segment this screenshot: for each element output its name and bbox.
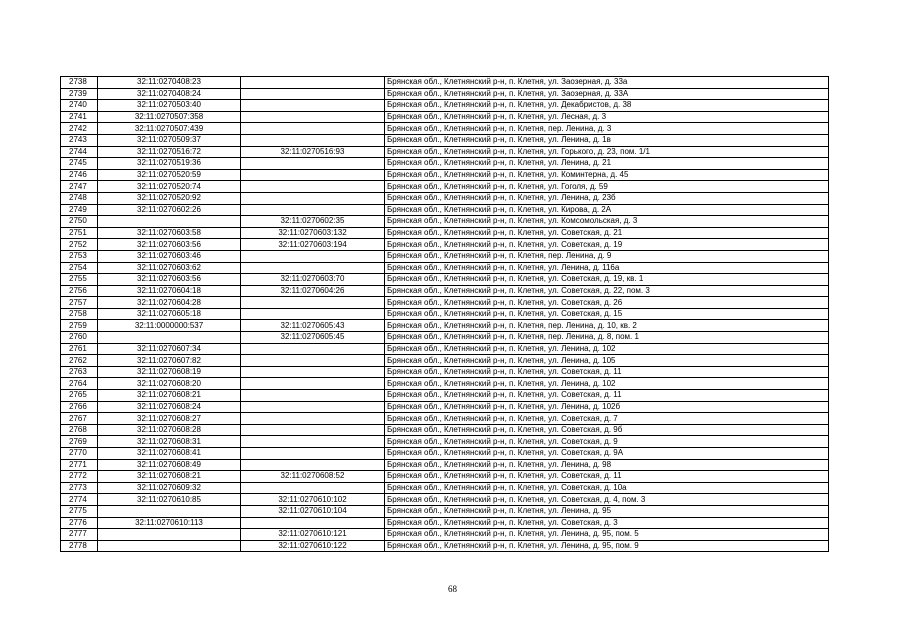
address-cell: Брянская обл., Клетнянский р-н, п. Клетня, ул. Советская, д. 15 [385,308,829,320]
address-cell: Брянская обл., Клетнянский р-н, п. Клетня, ул. Горького, д. 23, пом. 1/1 [385,146,829,158]
cadastral-number-cell: 32:11:0270604:28 [98,297,241,309]
table-row [61,529,829,541]
related-cadastral-number-cell: 32:11:0270610:122 [241,540,385,552]
table-row [61,88,829,100]
row-number-cell: 2776 [61,517,98,529]
cadastral-number-cell: 32:11:0270603:56 [98,239,241,251]
related-cadastral-number-cell [241,308,385,320]
address-cell: Брянская обл., Клетнянский р-н, п. Клетня, ул. Ленина, д. 95 [385,505,829,517]
row-number-cell: 2767 [61,413,98,425]
table-row [61,181,829,193]
related-cadastral-number-cell [241,424,385,436]
related-cadastral-number-cell [241,459,385,471]
cadastral-number-cell: 32:11:0270610:113 [98,517,241,529]
address-cell: Брянская обл., Клетнянский р-н, п. Клетня, ул. Комсомольская, д. 3 [385,216,829,228]
row-number-cell: 2750 [61,216,98,228]
cadastral-number-cell: 32:11:0270602:26 [98,204,241,216]
table-row [61,158,829,170]
related-cadastral-number-cell: 32:11:0270602:35 [241,216,385,228]
cadastral-number-cell: 32:11:0270608:21 [98,390,241,402]
row-number-cell: 2772 [61,471,98,483]
address-cell: Брянская обл., Клетнянский р-н, п. Клетня, ул. Лесная, д. 3 [385,111,829,123]
related-cadastral-number-cell [241,250,385,262]
address-cell: Брянская обл., Клетнянский р-н, п. Клетня, ул. Ленина, д. 95, пом. 9 [385,540,829,552]
related-cadastral-number-cell [241,111,385,123]
row-number-cell: 2753 [61,250,98,262]
address-cell: Брянская обл., Клетнянский р-н, п. Клетня, ул. Ленина, д. 23б [385,192,829,204]
address-cell: Брянская обл., Клетнянский р-н, п. Клетня, ул. Советская, д. 11 [385,390,829,402]
related-cadastral-number-cell [241,123,385,135]
row-number-cell: 2777 [61,529,98,541]
row-number-cell: 2761 [61,343,98,355]
table-row [61,239,829,251]
row-number-cell: 2764 [61,378,98,390]
address-cell: Брянская обл., Клетнянский р-н, п. Клетня, ул. Советская, д. 26 [385,297,829,309]
cadastral-number-cell: 32:11:0270603:56 [98,274,241,286]
related-cadastral-number-cell: 32:11:0270603:70 [241,274,385,286]
related-cadastral-number-cell [241,448,385,460]
table-row [61,262,829,274]
cadastral-number-cell: 32:11:0270608:24 [98,401,241,413]
table-row [61,216,829,228]
address-cell: Брянская обл., Клетнянский р-н, п. Клетня, ул. Гоголя, д. 59 [385,181,829,193]
table-row [61,494,829,506]
address-cell: Брянская обл., Клетнянский р-н, п. Клетня, ул. Советская, д. 4, пом. 3 [385,494,829,506]
related-cadastral-number-cell [241,204,385,216]
row-number-cell: 2762 [61,355,98,367]
cadastral-number-cell: 32:11:0270507:358 [98,111,241,123]
address-cell: Брянская обл., Клетнянский р-н, п. Клетня, пер. Ленина, д. 9 [385,250,829,262]
address-cell: Брянская обл., Клетнянский р-н, п. Клетня, ул. Ленина, д. 116а [385,262,829,274]
related-cadastral-number-cell [241,355,385,367]
table-row [61,77,829,89]
row-number-cell: 2757 [61,297,98,309]
related-cadastral-number-cell [241,343,385,355]
table-row [61,100,829,112]
address-cell: Брянская обл., Клетнянский р-н, п. Клетня, ул. Ленина, д. 102б [385,401,829,413]
related-cadastral-number-cell [241,297,385,309]
row-number-cell: 2747 [61,181,98,193]
table-row [61,424,829,436]
table-row [61,134,829,146]
table-row [61,482,829,494]
table-row [61,332,829,344]
address-cell: Брянская обл., Клетнянский р-н, п. Клетня, пер. Ленина, д. 3 [385,123,829,135]
table-row [61,204,829,216]
related-cadastral-number-cell [241,158,385,170]
related-cadastral-number-cell [241,169,385,181]
table-row [61,111,829,123]
row-number-cell: 2766 [61,401,98,413]
cadastral-table [60,76,829,552]
table-row [61,401,829,413]
cadastral-number-cell: 32:11:0270503:40 [98,100,241,112]
row-number-cell: 2749 [61,204,98,216]
cadastral-number-cell: 32:11:0270408:24 [98,88,241,100]
row-number-cell: 2765 [61,390,98,402]
address-cell: Брянская обл., Клетнянский р-н, п. Клетня, ул. Ленина, д. 1в [385,134,829,146]
related-cadastral-number-cell: 32:11:0270605:43 [241,320,385,332]
row-number-cell: 2758 [61,308,98,320]
related-cadastral-number-cell [241,262,385,274]
row-number-cell: 2773 [61,482,98,494]
table-row [61,390,829,402]
related-cadastral-number-cell: 32:11:0270610:102 [241,494,385,506]
table-row [61,413,829,425]
related-cadastral-number-cell [241,134,385,146]
related-cadastral-number-cell [241,181,385,193]
cadastral-number-cell: 32:11:0000000:537 [98,320,241,332]
address-cell: Брянская обл., Клетнянский р-н, п. Клетня, ул. Ленина, д. 21 [385,158,829,170]
cadastral-number-cell: 32:11:0270608:27 [98,413,241,425]
related-cadastral-number-cell [241,401,385,413]
cadastral-number-cell: 32:11:0270520:74 [98,181,241,193]
address-cell: Брянская обл., Клетнянский р-н, п. Клетня, пер. Ленина, д. 10, кв. 2 [385,320,829,332]
cadastral-number-cell: 32:11:0270607:82 [98,355,241,367]
related-cadastral-number-cell: 32:11:0270610:104 [241,505,385,517]
cadastral-number-cell: 32:11:0270608:20 [98,378,241,390]
cadastral-number-cell: 32:11:0270509:37 [98,134,241,146]
row-number-cell: 2756 [61,285,98,297]
cadastral-number-cell [98,540,241,552]
address-cell: Брянская обл., Клетнянский р-н, п. Клетня, ул. Ленина, д. 98 [385,459,829,471]
address-cell: Брянская обл., Клетнянский р-н, п. Клетня, ул. Советская, д. 9б [385,424,829,436]
address-cell: Брянская обл., Клетнянский р-н, п. Клетня, ул. Советская, д. 7 [385,413,829,425]
table-row [61,285,829,297]
cadastral-number-cell: 32:11:0270408:23 [98,77,241,89]
address-cell: Брянская обл., Клетнянский р-н, п. Клетня, ул. Ленина, д. 105 [385,355,829,367]
table-row [61,459,829,471]
row-number-cell: 2743 [61,134,98,146]
row-number-cell: 2775 [61,505,98,517]
address-cell: Брянская обл., Клетнянский р-н, п. Клетня, ул. Советская, д. 19, кв. 1 [385,274,829,286]
related-cadastral-number-cell: 32:11:0270610:121 [241,529,385,541]
address-cell: Брянская обл., Клетнянский р-н, п. Клетня, ул. Заозерная, д. 33а [385,77,829,89]
address-cell: Брянская обл., Клетнянский р-н, п. Клетня, ул. Советская, д. 21 [385,227,829,239]
related-cadastral-number-cell [241,378,385,390]
table-row [61,343,829,355]
table-row [61,436,829,448]
table-row [61,540,829,552]
table-row [61,366,829,378]
cadastral-number-cell: 32:11:0270603:58 [98,227,241,239]
row-number-cell: 2751 [61,227,98,239]
cadastral-number-cell: 32:11:0270607:34 [98,343,241,355]
cadastral-number-cell [98,529,241,541]
cadastral-number-cell: 32:11:0270608:21 [98,471,241,483]
page-number: 68 [448,584,457,594]
cadastral-number-cell: 32:11:0270519:36 [98,158,241,170]
table-row [61,227,829,239]
table-row [61,123,829,135]
related-cadastral-number-cell [241,413,385,425]
row-number-cell: 2739 [61,88,98,100]
row-number-cell: 2740 [61,100,98,112]
row-number-cell: 2744 [61,146,98,158]
row-number-cell: 2742 [61,123,98,135]
related-cadastral-number-cell: 32:11:0270516:93 [241,146,385,158]
address-cell: Брянская обл., Клетнянский р-н, п. Клетня, ул. Советская, д. 22, пом. 3 [385,285,829,297]
address-cell: Брянская обл., Клетнянский р-н, п. Клетня, ул. Кирова, д. 2А [385,204,829,216]
cadastral-number-cell: 32:11:0270507:439 [98,123,241,135]
row-number-cell: 2763 [61,366,98,378]
cadastral-number-cell: 32:11:0270610:85 [98,494,241,506]
address-cell: Брянская обл., Клетнянский р-н, п. Клетня, ул. Заозерная, д. 33А [385,88,829,100]
row-number-cell: 2754 [61,262,98,274]
row-number-cell: 2755 [61,274,98,286]
address-cell: Брянская обл., Клетнянский р-н, п. Клетня, ул. Ленина, д. 95, пом. 5 [385,529,829,541]
related-cadastral-number-cell [241,390,385,402]
table-row [61,448,829,460]
cadastral-number-cell: 32:11:0270608:19 [98,366,241,378]
related-cadastral-number-cell [241,77,385,89]
address-cell: Брянская обл., Клетнянский р-н, п. Клетня, ул. Советская, д. 11 [385,471,829,483]
cadastral-number-cell: 32:11:0270520:92 [98,192,241,204]
row-number-cell: 2774 [61,494,98,506]
table-row [61,146,829,158]
address-cell: Брянская обл., Клетнянский р-н, п. Клетня, ул. Советская, д. 9А [385,448,829,460]
table-row [61,308,829,320]
address-cell: Брянская обл., Клетнянский р-н, п. Клетня, пер. Ленина, д. 8, пом. 1 [385,332,829,344]
related-cadastral-number-cell: 32:11:0270603:194 [241,239,385,251]
table-row [61,471,829,483]
cadastral-number-cell: 32:11:0270608:28 [98,424,241,436]
cadastral-number-cell: 32:11:0270516:72 [98,146,241,158]
cadastral-number-cell: 32:11:0270609:32 [98,482,241,494]
cadastral-number-cell: 32:11:0270603:62 [98,262,241,274]
cadastral-number-cell [98,332,241,344]
row-number-cell: 2768 [61,424,98,436]
cadastral-number-cell: 32:11:0270608:31 [98,436,241,448]
related-cadastral-number-cell [241,88,385,100]
table-body [61,77,829,552]
table-row [61,320,829,332]
row-number-cell: 2760 [61,332,98,344]
row-number-cell: 2769 [61,436,98,448]
related-cadastral-number-cell [241,517,385,529]
related-cadastral-number-cell: 32:11:0270604:26 [241,285,385,297]
cadastral-number-cell [98,505,241,517]
row-number-cell: 2778 [61,540,98,552]
cadastral-number-cell: 32:11:0270604:18 [98,285,241,297]
table-row [61,378,829,390]
address-cell: Брянская обл., Клетнянский р-н, п. Клетня, ул. Советская, д. 3 [385,517,829,529]
table-row [61,169,829,181]
address-cell: Брянская обл., Клетнянский р-н, п. Клетня, ул. Коминтерна, д. 45 [385,169,829,181]
row-number-cell: 2741 [61,111,98,123]
related-cadastral-number-cell [241,482,385,494]
related-cadastral-number-cell [241,100,385,112]
address-cell: Брянская обл., Клетнянский р-н, п. Клетня, ул. Советская, д. 9 [385,436,829,448]
row-number-cell: 2745 [61,158,98,170]
address-cell: Брянская обл., Клетнянский р-н, п. Клетня, ул. Советская, д. 11 [385,366,829,378]
address-cell: Брянская обл., Клетнянский р-н, п. Клетня, ул. Советская, д. 19 [385,239,829,251]
related-cadastral-number-cell: 32:11:0270608:52 [241,471,385,483]
row-number-cell: 2752 [61,239,98,251]
related-cadastral-number-cell [241,436,385,448]
cadastral-number-cell [98,216,241,228]
row-number-cell: 2759 [61,320,98,332]
cadastral-number-cell: 32:11:0270520:59 [98,169,241,181]
table-row [61,505,829,517]
related-cadastral-number-cell [241,192,385,204]
cadastral-number-cell: 32:11:0270605:18 [98,308,241,320]
table-row [61,274,829,286]
cadastral-number-cell: 32:11:0270603:46 [98,250,241,262]
related-cadastral-number-cell [241,366,385,378]
cadastral-number-cell: 32:11:0270608:41 [98,448,241,460]
address-cell: Брянская обл., Клетнянский р-н, п. Клетня, ул. Советская, д. 10а [385,482,829,494]
row-number-cell: 2770 [61,448,98,460]
table-row [61,297,829,309]
address-cell: Брянская обл., Клетнянский р-н, п. Клетня, ул. Ленина, д. 102 [385,378,829,390]
address-cell: Брянская обл., Клетнянский р-н, п. Клетня, ул. Декабристов, д. 38 [385,100,829,112]
table-row [61,192,829,204]
row-number-cell: 2738 [61,77,98,89]
row-number-cell: 2748 [61,192,98,204]
table-row [61,250,829,262]
address-cell: Брянская обл., Клетнянский р-н, п. Клетня, ул. Ленина, д. 102 [385,343,829,355]
table-row [61,517,829,529]
row-number-cell: 2746 [61,169,98,181]
related-cadastral-number-cell: 32:11:0270605:45 [241,332,385,344]
row-number-cell: 2771 [61,459,98,471]
cadastral-number-cell: 32:11:0270608:49 [98,459,241,471]
related-cadastral-number-cell: 32:11:0270603:132 [241,227,385,239]
table-row [61,355,829,367]
